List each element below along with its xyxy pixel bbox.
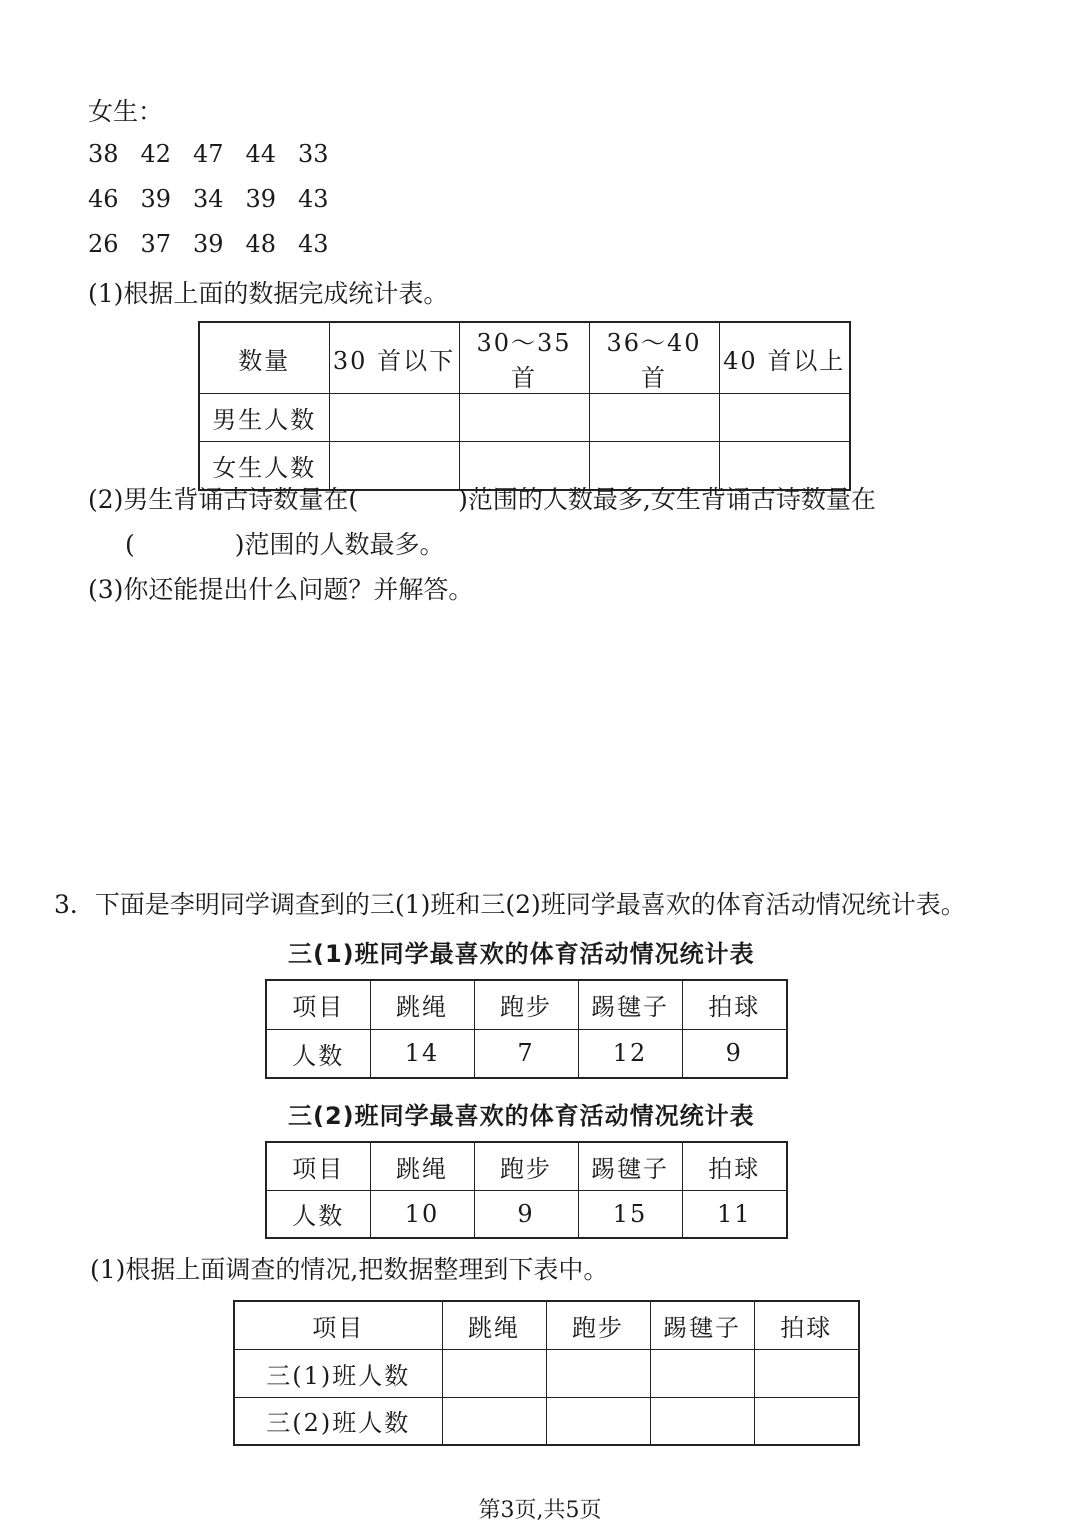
header-cell: 拍球 — [682, 1142, 787, 1190]
header-cell: 40 首以上 — [719, 322, 850, 394]
row-label: 三(1)班人数 — [234, 1349, 442, 1397]
data-value: 38 — [88, 140, 119, 168]
answer-cell[interactable] — [329, 442, 459, 490]
row-label: 人数 — [266, 1029, 370, 1078]
answer-cell[interactable] — [650, 1349, 754, 1397]
data-value: 34 — [193, 185, 224, 213]
header-cell: 跑步 — [546, 1301, 650, 1349]
class2-sports-table — [265, 1141, 788, 1239]
data-value: 43 — [298, 185, 329, 213]
value-cell: 11 — [682, 1190, 787, 1238]
value-cell: 14 — [370, 1029, 474, 1078]
class1-sports-table — [265, 979, 788, 1079]
data-value: 26 — [88, 230, 119, 258]
answer-cell[interactable] — [754, 1349, 859, 1397]
answer-cell[interactable] — [459, 442, 589, 490]
answer-cell[interactable] — [719, 394, 850, 442]
row-label: 人数 — [266, 1190, 370, 1238]
header-cell: 数量 — [199, 322, 329, 394]
answer-cell[interactable] — [589, 442, 719, 490]
answer-cell[interactable] — [546, 1349, 650, 1397]
data-value: 47 — [193, 140, 224, 168]
header-cell: 30～35 首 — [459, 322, 589, 394]
answer-cell[interactable] — [442, 1397, 546, 1445]
answer-cell[interactable] — [754, 1397, 859, 1445]
data-value: 33 — [298, 140, 329, 168]
q2-sub2-line1: (2)男生背诵古诗数量在( )范围的人数最多,女生背诵古诗数量在 — [88, 485, 876, 514]
q3-sub1: (1)根据上面调查的情况,把数据整理到下表中。 — [90, 1255, 609, 1284]
girls-data-row-3 — [88, 230, 351, 258]
data-value: 39 — [193, 230, 224, 258]
data-value: 42 — [140, 140, 172, 168]
answer-cell[interactable] — [442, 1349, 546, 1397]
row-label: 三(2)班人数 — [234, 1397, 442, 1445]
header-cell: 拍球 — [682, 980, 787, 1029]
data-value: 46 — [88, 185, 119, 213]
header-cell: 踢毽子 — [578, 1142, 682, 1190]
answer-cell[interactable] — [589, 394, 719, 442]
combined-sports-table — [233, 1300, 860, 1446]
q2-sub1: (1)根据上面的数据完成统计表。 — [88, 279, 449, 308]
header-cell: 36～40 首 — [589, 322, 719, 394]
answer-cell[interactable] — [546, 1397, 650, 1445]
answer-cell[interactable] — [329, 394, 459, 442]
table-row — [199, 442, 850, 490]
table-row — [266, 1190, 787, 1238]
table2-title: 三(2)班同学最喜欢的体育活动情况统计表 — [288, 1102, 755, 1130]
header-cell: 踢毽子 — [578, 980, 682, 1029]
girls-data-row-1 — [88, 140, 351, 168]
header-cell: 项目 — [266, 980, 370, 1029]
value-cell: 7 — [474, 1029, 578, 1078]
girls-data-row-2 — [88, 185, 351, 213]
row-label: 女生人数 — [199, 442, 329, 490]
value-cell: 15 — [578, 1190, 682, 1238]
header-cell: 拍球 — [754, 1301, 859, 1349]
data-value: 43 — [298, 230, 329, 258]
header-cell: 跳绳 — [370, 1142, 474, 1190]
poem-count-table — [198, 321, 851, 491]
table-row — [234, 1349, 859, 1397]
header-cell: 跑步 — [474, 980, 578, 1029]
header-cell: 跑步 — [474, 1142, 578, 1190]
page-footer: 第3页,共5页 — [478, 1498, 602, 1523]
q2-sub2-line2: ( )范围的人数最多。 — [125, 530, 445, 559]
table-header-row — [266, 980, 787, 1029]
data-value: 39 — [140, 185, 172, 213]
header-cell: 项目 — [266, 1142, 370, 1190]
table-header-row — [234, 1301, 859, 1349]
data-value: 48 — [245, 230, 277, 258]
table-header-row — [199, 322, 850, 394]
q3-intro: 3．下面是李明同学调查到的三(1)班和三(2)班同学最喜欢的体育活动情况统计表。 — [54, 890, 966, 919]
data-value: 39 — [245, 185, 277, 213]
table-row — [199, 394, 850, 442]
value-cell: 9 — [474, 1190, 578, 1238]
table-row — [266, 1029, 787, 1078]
girls-label: 女生： — [88, 97, 164, 126]
answer-cell[interactable] — [719, 442, 850, 490]
answer-cell[interactable] — [650, 1397, 754, 1445]
table-row — [234, 1397, 859, 1445]
value-cell: 9 — [682, 1029, 787, 1078]
row-label: 男生人数 — [199, 394, 329, 442]
header-cell: 跳绳 — [370, 980, 474, 1029]
q2-sub3: (3)你还能提出什么问题？并解答。 — [88, 575, 474, 604]
header-cell: 项目 — [234, 1301, 442, 1349]
header-cell: 跳绳 — [442, 1301, 546, 1349]
header-cell: 踢毽子 — [650, 1301, 754, 1349]
table1-title: 三(1)班同学最喜欢的体育活动情况统计表 — [288, 940, 755, 968]
data-value: 37 — [140, 230, 172, 258]
value-cell: 12 — [578, 1029, 682, 1078]
header-cell: 30 首以下 — [329, 322, 459, 394]
data-value: 44 — [245, 140, 277, 168]
table-header-row — [266, 1142, 787, 1190]
value-cell: 10 — [370, 1190, 474, 1238]
answer-cell[interactable] — [459, 394, 589, 442]
